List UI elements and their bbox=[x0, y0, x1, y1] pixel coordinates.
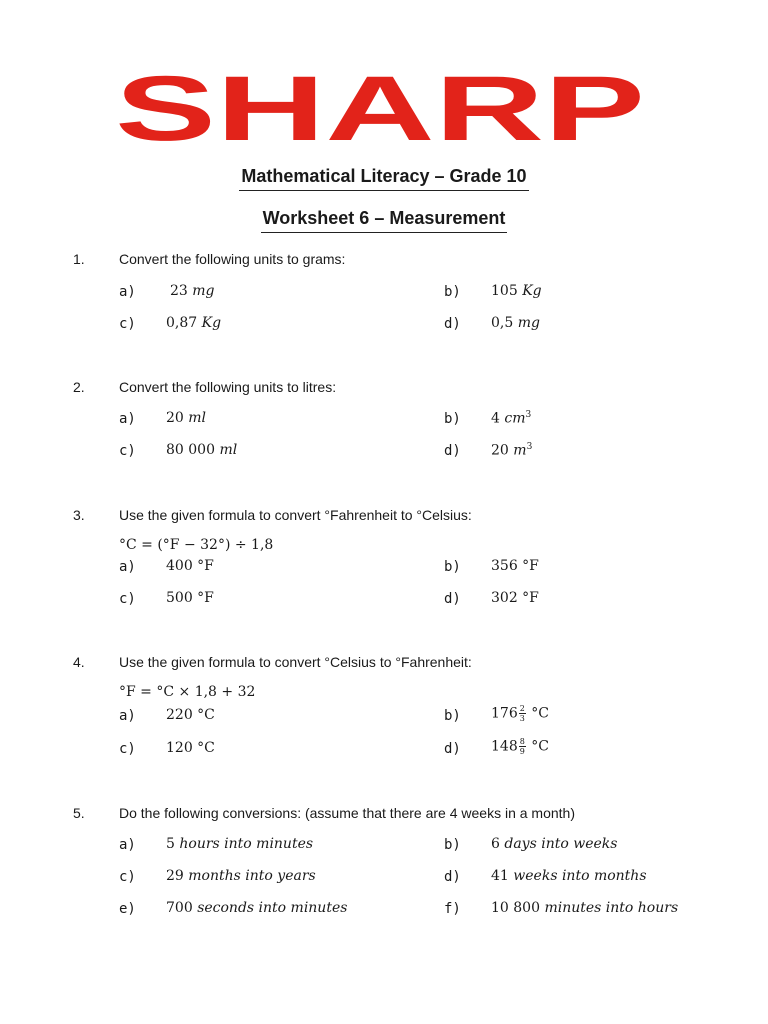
item-value: 220 °C bbox=[166, 707, 215, 723]
item-value: 29 months into years bbox=[166, 868, 316, 884]
item-label: a) bbox=[119, 559, 136, 575]
subtitle-text: Worksheet 6 – Measurement bbox=[261, 208, 508, 233]
title-text: Mathematical Literacy – Grade 10 bbox=[239, 166, 528, 191]
item-value: 0,5 mg bbox=[491, 315, 540, 331]
item-value: 700 seconds into minutes bbox=[166, 900, 348, 916]
item-label: d) bbox=[444, 316, 461, 332]
item-value: 120 °C bbox=[166, 740, 215, 756]
item-value: 80 000 ml bbox=[166, 442, 238, 458]
sharp-logo bbox=[110, 62, 650, 152]
question-number: 2. bbox=[73, 379, 85, 395]
item-label: c) bbox=[119, 316, 136, 332]
item-value: 6 days into weeks bbox=[491, 836, 618, 852]
item-value: 176 $\frac{2}{3}$ °C bbox=[491, 704, 549, 723]
formula: °F = °C × 1,8 + 32 bbox=[119, 684, 256, 700]
item-value: 41 weeks into months bbox=[491, 868, 647, 884]
item-label: c) bbox=[119, 591, 136, 607]
item-label: b) bbox=[444, 411, 461, 427]
question-text: Use the given formula to convert °Fahrenheit to °Celsius: bbox=[119, 507, 472, 523]
item-value: 105 Kg bbox=[491, 283, 542, 299]
item-value: 10 800 minutes into hours bbox=[491, 900, 679, 916]
item-label: a) bbox=[119, 411, 136, 427]
item-value: 23 mg bbox=[170, 283, 215, 299]
item-value: 356 °F bbox=[491, 558, 539, 574]
item-label: c) bbox=[119, 443, 136, 459]
item-label: d) bbox=[444, 741, 461, 757]
item-label: b) bbox=[444, 284, 461, 300]
item-label: b) bbox=[444, 708, 461, 724]
item-label: d) bbox=[444, 591, 461, 607]
item-value: 5 hours into minutes bbox=[166, 836, 314, 852]
question-number: 4. bbox=[73, 654, 85, 670]
item-value: 500 °F bbox=[166, 590, 214, 606]
item-label: a) bbox=[119, 837, 136, 853]
item-value: 20 ml bbox=[166, 410, 207, 426]
fraction: $\frac{2}{3}$ bbox=[519, 704, 525, 723]
question-text: Convert the following units to litres: bbox=[119, 379, 337, 395]
item-value: 4 $cm^3$ bbox=[491, 410, 532, 427]
item-value: 148 $\frac{8}{9}$ °C bbox=[491, 737, 549, 756]
item-label: d) bbox=[444, 869, 461, 885]
item-label: e) bbox=[119, 901, 136, 917]
item-value: 20 $m^3$ bbox=[491, 442, 533, 459]
question-number: 3. bbox=[73, 507, 85, 523]
question-number: 1. bbox=[73, 251, 85, 267]
item-value: 302 °F bbox=[491, 590, 539, 606]
formula: °C = (°F − 32°) ÷ 1,8 bbox=[119, 537, 274, 553]
question-number: 5. bbox=[73, 805, 85, 821]
item-label: a) bbox=[119, 284, 136, 300]
question-text: Convert the following units to grams: bbox=[119, 251, 346, 267]
item-label: b) bbox=[444, 559, 461, 575]
page-subtitle bbox=[0, 208, 768, 233]
page-title bbox=[0, 166, 768, 191]
item-value: 400 °F bbox=[166, 558, 214, 574]
question-text: Use the given formula to convert °Celsius to °Fahrenheit: bbox=[119, 654, 472, 670]
item-label: c) bbox=[119, 741, 136, 757]
item-value: 0,87 Kg bbox=[166, 315, 222, 331]
fraction: $\frac{8}{9}$ bbox=[519, 737, 525, 756]
item-label: a) bbox=[119, 708, 136, 724]
item-label: f) bbox=[444, 901, 461, 917]
logo-wordmark: SHARP bbox=[115, 62, 645, 152]
item-label: d) bbox=[444, 443, 461, 459]
item-label: c) bbox=[119, 869, 136, 885]
item-label: b) bbox=[444, 837, 461, 853]
question-text: Do the following conversions: (assume that there are 4 weeks in a month) bbox=[119, 805, 576, 821]
